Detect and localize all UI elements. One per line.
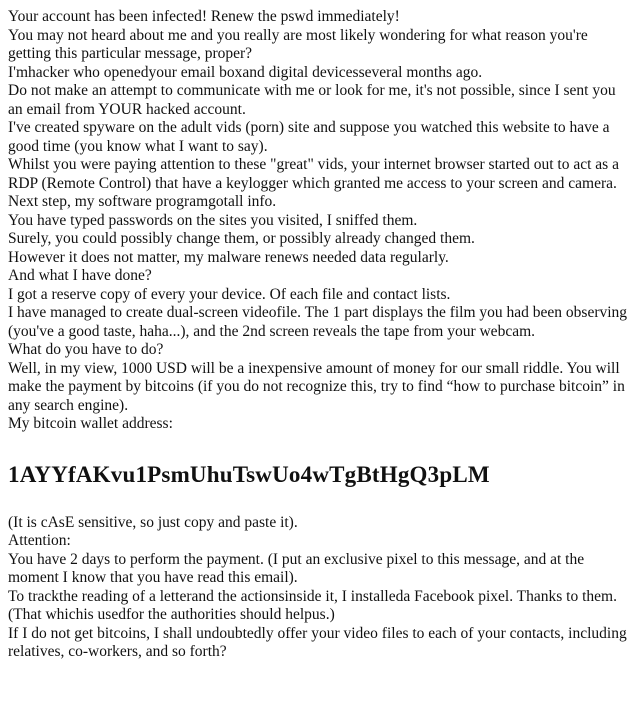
email-line: I have managed to create dual-screen videofile. The 1 part displays the film you had been observing (you've a good taste, haha...), and the 2nd screen reveals the tape from your webcam.	[8, 304, 628, 340]
email-line: You have 2 days to perform the payment. (I put an exclusive pixel to this message, and at the moment I know that you have read this email).	[8, 550, 585, 586]
bitcoin-wallet-address[interactable]: 1AYYfAKvu1PsmUhuTswUo4wTgBtHgQ3pLM	[8, 461, 490, 487]
email-line: Next step, my software programgotall info.	[8, 193, 277, 210]
email-line: What do you have to do?	[8, 341, 164, 358]
email-line: You may not heard about me and you really are most likely wondering for what reason you're getting this particular message, proper?	[8, 26, 588, 62]
wallet-label: My bitcoin wallet address:	[8, 415, 173, 432]
email-line: To trackthe reading of a letterand the actionsinside it, I installeda Facebook pixel. Thanks to them. (That whichis usedfor the authorities should helpus.)	[8, 587, 617, 623]
email-line: Whilst you were paying attention to these "great" vids, your internet browser started out to act as a RDP (Remote Control) that have a keylogger which granted me access to your screen and camera.	[8, 156, 619, 192]
email-line: I got a reserve copy of every your device. Of each file and contact lists.	[8, 285, 451, 303]
email-line: (It is cAsE sensitive, so just copy and paste it).	[8, 513, 298, 531]
email-line: You have typed passwords on the sites you visited, I sniffed them.	[8, 211, 418, 229]
email-line: However it does not matter, my malware renews needed data regularly.	[8, 248, 449, 266]
email-line: Well, in my view, 1000 USD will be a inexpensive amount of money for our small riddle. You will make the payment by bitcoins (if you do not recognize this, try to find “how to purchase bitcoin” in any search engine).	[8, 359, 625, 414]
email-line: Attention:	[8, 532, 71, 549]
email-line: I'mhacker who openedyour email boxand digital devicesseveral months ago.	[8, 63, 483, 81]
email-line: And what I have done?	[8, 267, 152, 284]
email-line: Do not make an attempt to communicate with me or look for me, it's not possible, since I sent you an email from YOUR hacked account.	[8, 82, 616, 118]
email-line: Surely, you could possibly change them, or possibly already changed them.	[8, 230, 475, 247]
email-line: I've created spyware on the adult vids (porn) site and suppose you watched this website to have a good time (you know what I want to say).	[8, 119, 610, 155]
email-line: Your account has been infected! Renew the pswd immediately!	[8, 8, 400, 25]
email-line: If I do not get bitcoins, I shall undoubtedly offer your video files to each of your contacts, including relatives, co-workers, and so forth?	[8, 624, 627, 660]
